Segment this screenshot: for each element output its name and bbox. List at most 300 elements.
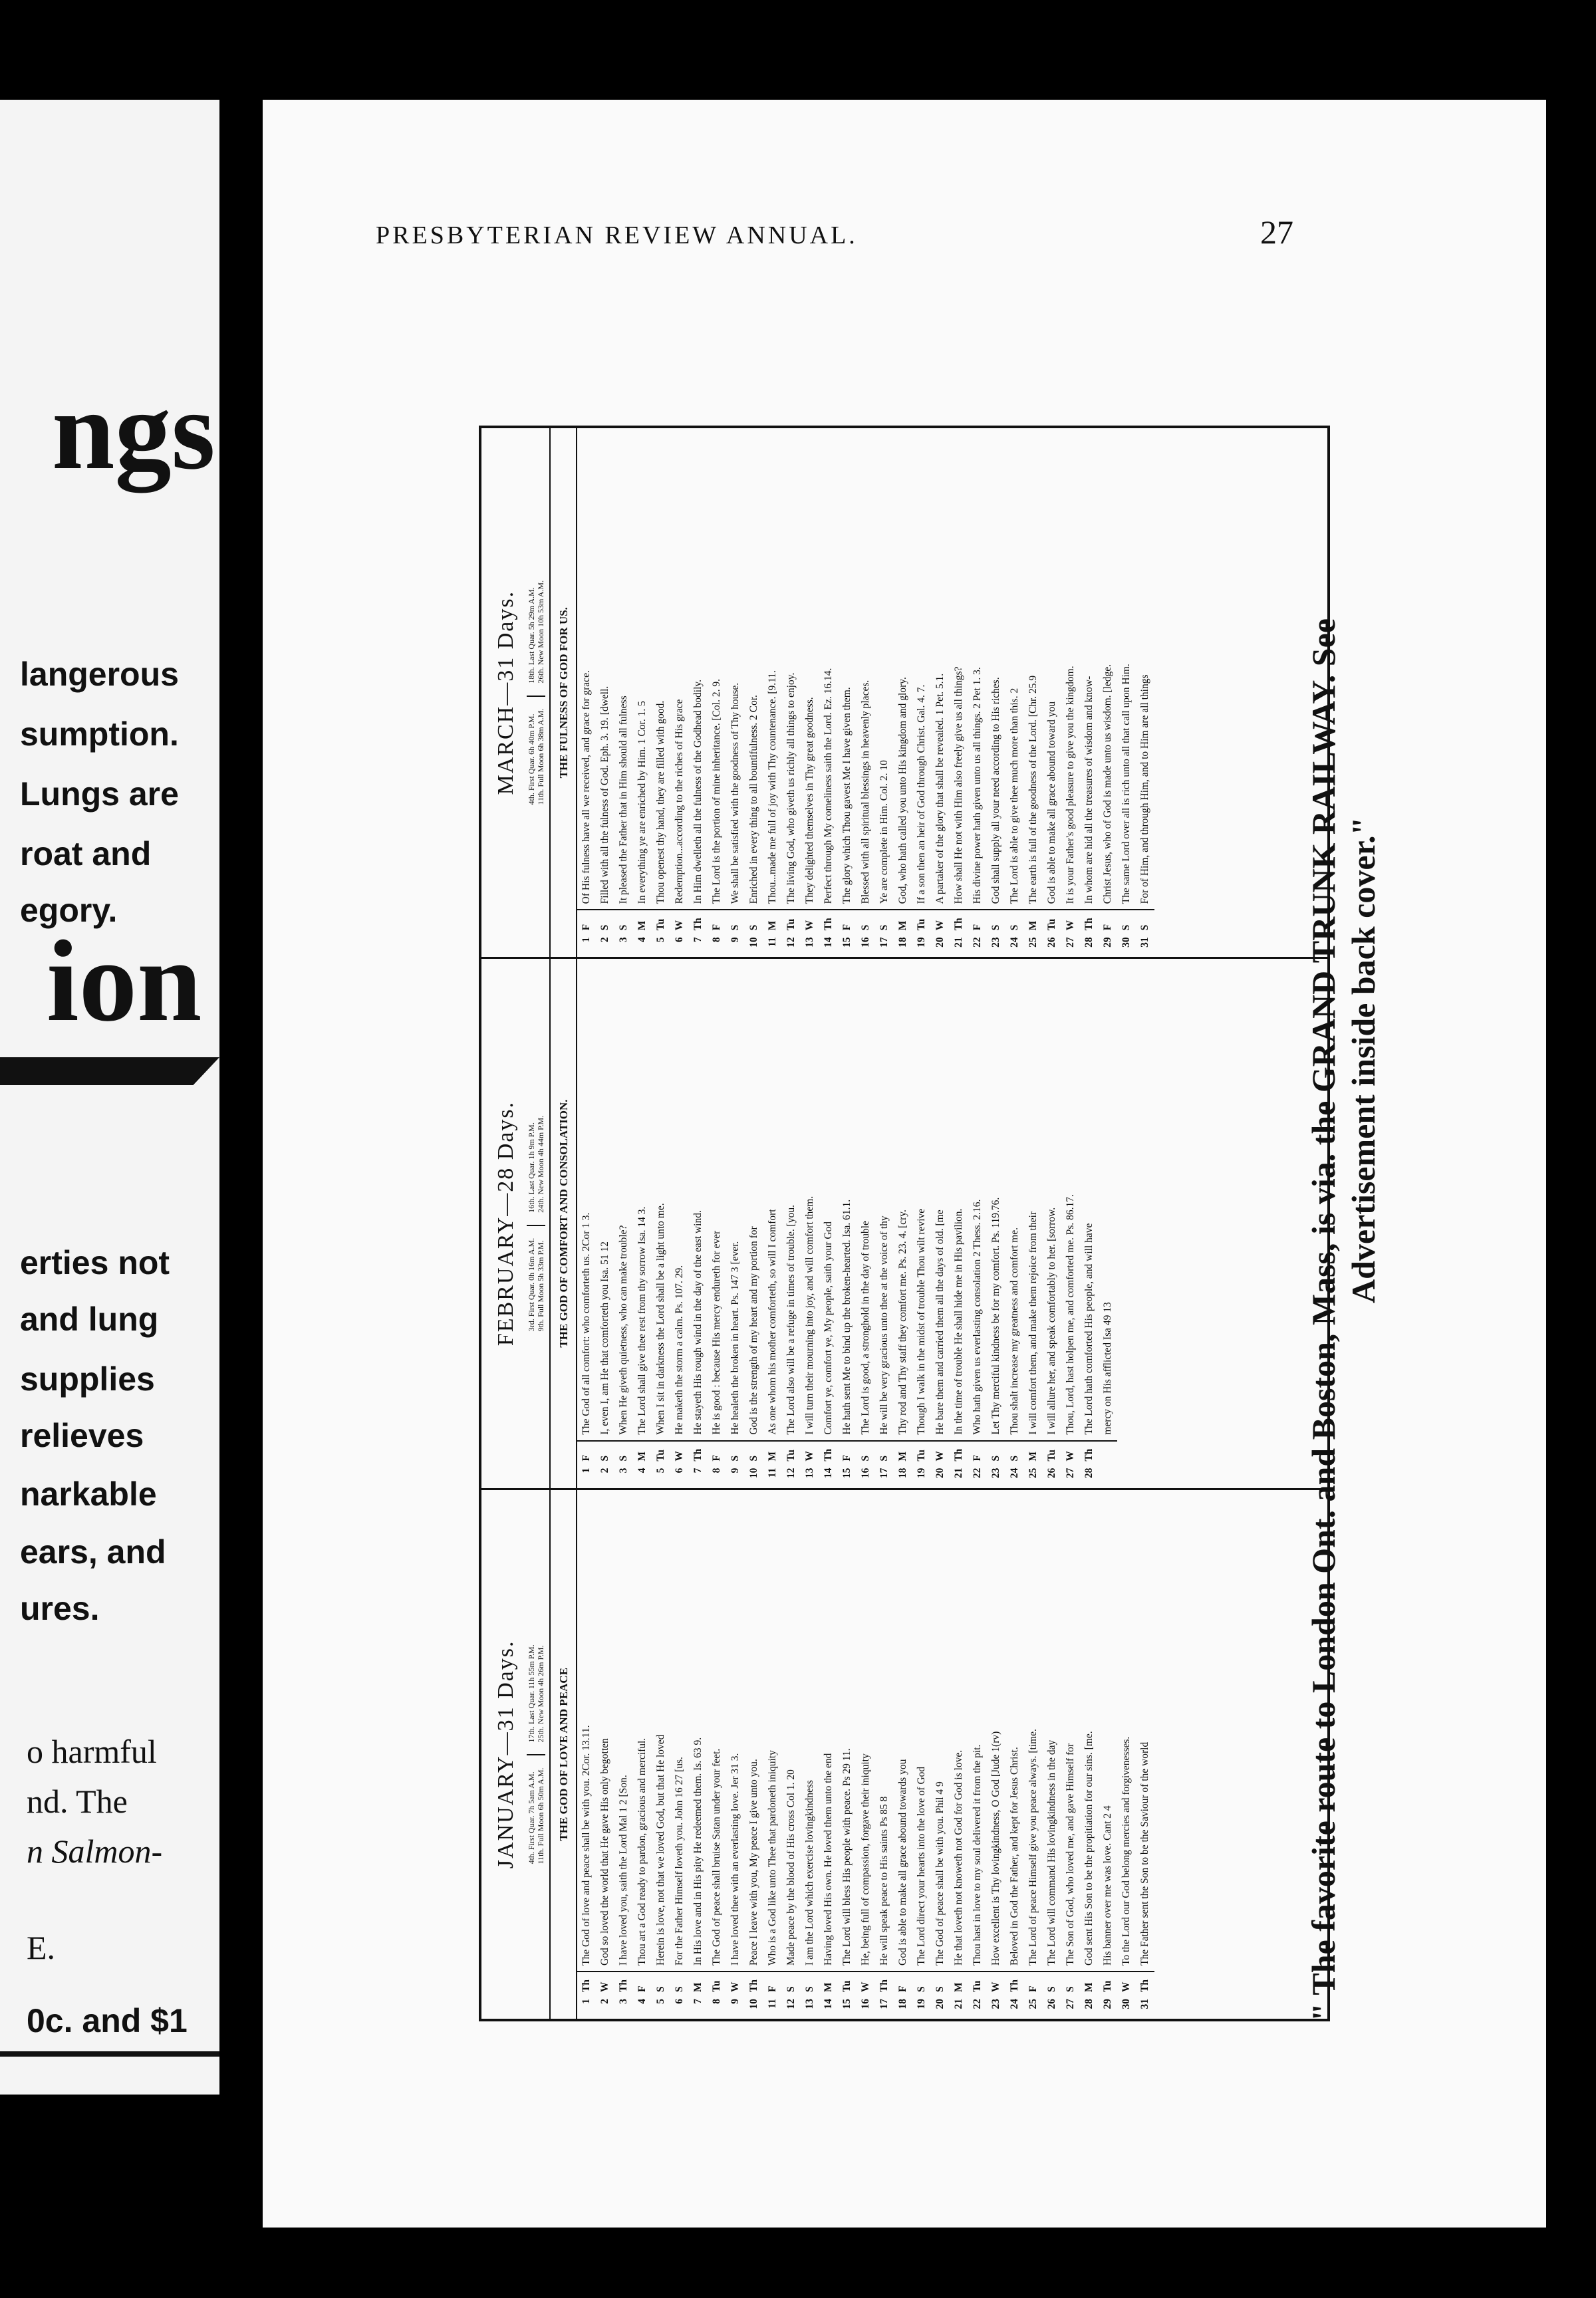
left-bold-line: roat and [20, 835, 152, 872]
verse-text: Redemption...according to the riches of His grace [674, 699, 685, 904]
weekday: W [931, 1440, 950, 1464]
calendar-row [894, 428, 912, 957]
weekday: M [763, 1440, 782, 1464]
day-number: 16 [860, 1468, 871, 1479]
verse-text: Thou shalt increase my greatness and comfort me. [1009, 1227, 1020, 1435]
verse-text: Thy rod and Thy staff they comfort me. Ps. 23. 4. [cry. [897, 1210, 908, 1435]
day-number: 18 [897, 1999, 908, 2009]
verse-text: God shall supply all your need according to His riches. [990, 677, 1001, 904]
calendar-row [1099, 959, 1117, 1487]
day-number: 18 [897, 937, 908, 948]
verse-text: How shall He not with Him also freely give us all things? [953, 666, 964, 904]
day-number: 10 [748, 1999, 759, 2009]
verse-text: In whom are hid all the treasures of wisdom and know- [1083, 676, 1095, 904]
verse-text: The Son of God, who loved me, and gave Himself for [1065, 1743, 1076, 1966]
day-number: 22 [972, 1468, 983, 1479]
weekday: S [614, 1440, 633, 1464]
weekday: Th [1005, 1971, 1024, 1995]
verse-text: Though I walk in the midst of trouble Thou wilt revive [916, 1208, 927, 1435]
verse-text: I am the Lord which exercise lovingkindness [804, 1780, 815, 1966]
weekday: Tu [912, 909, 931, 933]
day-number: 14 [823, 1468, 834, 1479]
moon-divider [527, 696, 545, 697]
calendar-row [726, 1490, 745, 2019]
weekday: M [1080, 1971, 1099, 1995]
day-number: 19 [916, 1999, 927, 2009]
calendar-row [708, 428, 726, 957]
calendar-row [1080, 428, 1099, 957]
weekday: S [931, 1971, 950, 1995]
weekday: Th [577, 1971, 596, 1995]
day-number: 26 [1046, 937, 1057, 948]
weekday: S [596, 1440, 614, 1464]
day-number: 4 [636, 1999, 648, 2004]
calendar-row [931, 1490, 950, 2019]
weekday: S [726, 909, 745, 933]
calendar-row [652, 1490, 670, 2019]
weekday: Tu [782, 909, 801, 933]
verse-text: They delighted themselves in Thy great goodness. [804, 697, 815, 904]
calendar-row [670, 1490, 689, 2019]
verse-text: Who hath given us everlasting consolation 2 Thess. 2.16. [972, 1199, 983, 1435]
day-number: 3 [618, 937, 629, 943]
day-number: 1 [581, 1999, 592, 2004]
verse-text: I, even I, am He that comforteth you Isa. 51 12 [599, 1241, 610, 1435]
verse-text: The Lord of peace Himself give you peace always. [time. [1027, 1729, 1039, 1966]
calendar-row [819, 428, 838, 957]
day-number: 28 [1083, 1999, 1095, 2009]
day-number: 21 [953, 937, 964, 948]
left-bold-line-2: and lung [20, 1301, 159, 1338]
left-serif-line: nd. The [27, 1783, 128, 1820]
weekday: W [670, 1440, 689, 1464]
verse-text: He healeth the broken in heart. Ps. 147 3 [ever. [730, 1241, 741, 1435]
calendar-row [950, 959, 968, 1487]
day-number: 17 [878, 1468, 890, 1479]
weekday: Tu [838, 1971, 857, 1995]
day-number: 5 [655, 937, 666, 943]
weekday: W [801, 909, 819, 933]
calendar-row [577, 959, 596, 1487]
calendar-row [1024, 428, 1043, 957]
verse-text: He that loveth not knoweth not God for God is love. [953, 1749, 964, 1966]
calendar-row [968, 959, 987, 1487]
calendar-row [1005, 959, 1024, 1487]
day-number: 12 [785, 1999, 797, 2009]
calendar-row [689, 428, 708, 957]
verse-text: Thou, Lord, hast holpen me, and comforted me. Ps. 86.17. [1065, 1194, 1076, 1435]
day-number: 28 [1083, 937, 1095, 948]
weekday: M [633, 909, 652, 933]
calendar-row [763, 1490, 782, 2019]
verse-text: Beloved in God the Father, and kept for Jesus Christ. [1009, 1747, 1020, 1966]
day-number: 29 [1102, 1999, 1113, 2009]
calendar-row [577, 428, 596, 957]
calendar-row [1136, 428, 1154, 957]
running-title: PRESBYTERIAN REVIEW ANNUAL. [376, 221, 858, 249]
verse-text: It pleased the Father that in Him should all fulness [618, 696, 629, 904]
calendar-row [1005, 1490, 1024, 2019]
day-number: 14 [823, 937, 834, 948]
verse-text: God sent His Son to be the propitiation for our sins. [me. [1083, 1731, 1095, 1966]
day-number: 23 [990, 1999, 1001, 2009]
month-january [481, 1488, 1327, 2019]
weekday: F [577, 909, 596, 933]
verse-text: mercy on His afflicted Isa 49 13 [1102, 1302, 1113, 1435]
calendar-row [577, 1490, 596, 2019]
day-number: 17 [878, 1999, 890, 2009]
slogan-line-2: Advertisement inside back cover." [1345, 817, 1382, 1303]
moon-line: 4th. First Quar. 6h 40m P.M. [527, 713, 536, 805]
verse-text: God is the strength of my heart and my portion for [748, 1226, 759, 1435]
calendar-row [596, 1490, 614, 2019]
weekday: S [987, 1440, 1005, 1464]
verse-text: In everything ye are enriched by Him. 1 Cor. 1. 5 [636, 701, 648, 904]
calendar-row [1024, 959, 1043, 1487]
calendar-row [1099, 1490, 1117, 2019]
weekday: S [745, 1440, 763, 1464]
verse-text: Comfort ye, comfort ye, My people, saith your God [823, 1221, 834, 1435]
verse-text: He stayeth His rough wind in the day of the east wind. [692, 1210, 704, 1435]
moon-line: 11th. Full Moon 6h 38m A.M. [536, 708, 545, 805]
day-number: 27 [1065, 1999, 1076, 2009]
calendar-row [689, 959, 708, 1487]
day-number: 20 [934, 937, 946, 948]
day-number: 13 [804, 1468, 815, 1479]
weekday: M [689, 1971, 708, 1995]
verse-text: The Father sent the Son to be the Saviour of the world [1139, 1741, 1150, 1966]
verse-text: Peace I leave with you, My peace I give unto you. [748, 1759, 759, 1966]
weekday: M [633, 1440, 652, 1464]
calendar-row [950, 1490, 968, 2019]
calendar-row [633, 1490, 652, 2019]
calendar-row [894, 959, 912, 1487]
day-number: 24 [1009, 937, 1020, 948]
day-number: 14 [823, 1999, 834, 2009]
calendar-row [950, 428, 968, 957]
moon-line: 16th. Last Quar. 1h 9m P.M. [527, 1122, 536, 1213]
calendar-row [857, 428, 875, 957]
weekday: Th [689, 1440, 708, 1464]
weekday: F [763, 1971, 782, 1995]
day-number: 31 [1139, 1999, 1150, 2009]
verse-text: In His love and in His pity He redeemed them. Is. 63 9. [692, 1737, 704, 1966]
calendar-row [633, 959, 652, 1487]
verse-text: The Lord will bless His people with peace. Ps 29 11. [841, 1748, 853, 1966]
weekday: S [987, 909, 1005, 933]
day-number: 25 [1027, 1468, 1039, 1479]
day-number: 12 [785, 1468, 797, 1479]
weekday: Th [1136, 1971, 1154, 1995]
moon-line: 11th. Full Moon 6h 50m A.M. [536, 1767, 545, 1864]
day-number: 11 [767, 1999, 778, 2009]
verse-text: He maketh the storm a calm. Ps. 107. 29. [674, 1265, 685, 1435]
month-theme: THE GOD OF LOVE AND PEACE [551, 1490, 577, 2019]
calendar-row [987, 428, 1005, 957]
weekday: S [801, 1971, 819, 1995]
calendar-row [782, 959, 801, 1487]
calendar-row [614, 1490, 633, 2019]
day-number: 3 [618, 1999, 629, 2004]
calendar-row [838, 428, 857, 957]
weekday: W [1061, 1440, 1080, 1464]
day-number: 13 [804, 937, 815, 948]
day-number: 20 [934, 1999, 946, 2009]
verse-text: It is your Father's good pleasure to give you the kingdom. [1065, 666, 1076, 904]
left-bold-line-2: ears, and [20, 1533, 166, 1571]
day-number: 7 [692, 1468, 704, 1473]
day-number: 28 [1083, 1468, 1095, 1479]
left-heading-fragment-2: ion [47, 916, 202, 1045]
verse-text: Thou openest thy hand, they are filled with good. [655, 700, 666, 904]
verse-text: Thou...made me full of joy with Thy countenance. [9.11. [767, 670, 778, 904]
day-number: 30 [1121, 1999, 1132, 2009]
calendar-row [763, 428, 782, 957]
calendar-table [479, 426, 1330, 2021]
left-bold-line: langerous [20, 656, 179, 693]
verse-text: For of Him, and through Him, and to Him are all things [1139, 674, 1150, 904]
weekday: S [875, 1440, 894, 1464]
moon-phases [524, 1490, 551, 2019]
moon-line: 24th. New Moon 4h 44m P.M. [536, 1115, 545, 1213]
verse-rows [577, 959, 1327, 1487]
day-number: 25 [1027, 937, 1039, 948]
calendar-row [614, 428, 633, 957]
weekday: M [763, 909, 782, 933]
day-number: 22 [972, 1999, 983, 2009]
calendar-row [745, 959, 763, 1487]
weekday: S [875, 909, 894, 933]
day-number: 8 [711, 1468, 722, 1473]
weekday: F [1099, 909, 1117, 933]
month-title: MARCH—31 Days. [493, 590, 518, 795]
calendar-row [987, 959, 1005, 1487]
verse-text: As one whom his mother comforteth, so will I comfort [767, 1209, 778, 1435]
day-number: 18 [897, 1468, 908, 1479]
calendar-row [745, 1490, 763, 2019]
day-number: 1 [581, 1468, 592, 1473]
calendar-row [987, 1490, 1005, 2019]
railway-slogan [1303, 399, 1396, 2021]
verse-text: The living God, who giveth us richly all things to enjoy. [785, 672, 797, 904]
calendar-row [708, 1490, 726, 2019]
moon-divider [527, 1755, 545, 1756]
day-number: 16 [860, 1999, 871, 2009]
moon-line: 4th. First Quar. 7h 5am A.M. [527, 1771, 536, 1864]
weekday: W [1061, 909, 1080, 933]
day-number: 11 [767, 1468, 778, 1478]
moon-line: 3rd. First Quar. 0h 16m A.M. [527, 1237, 536, 1332]
weekday: M [1024, 1440, 1043, 1464]
weekday: Th [819, 909, 838, 933]
weekday: S [726, 1440, 745, 1464]
month-theme: THE GOD OF COMFORT AND CONSOLATION. [551, 959, 577, 1487]
weekday: Tu [1099, 1971, 1117, 1995]
calendar-row [670, 428, 689, 957]
calendar-row [838, 1490, 857, 2019]
month-title: FEBRUARY—28 Days. [493, 1100, 518, 1346]
day-number: 17 [878, 937, 890, 948]
calendar-row [1080, 1490, 1099, 2019]
verse-text: The God of peace shall be with you. Phil 4 9 [934, 1781, 946, 1966]
verse-text: Enriched in every thing to all bountifulness. 2 Cor. [748, 695, 759, 904]
calendar-row [633, 428, 652, 957]
day-number: 6 [674, 1468, 685, 1473]
weekday: Th [614, 1971, 633, 1995]
calendar-row [726, 959, 745, 1487]
calendar-row [931, 428, 950, 957]
verse-text: I will allure her, and speak comfortably to her. [sorrow. [1046, 1207, 1057, 1435]
verse-text: The glory which Thou gavest Me I have given them. [841, 687, 853, 904]
weekday: Th [875, 1971, 894, 1995]
weekday: S [670, 1971, 689, 1995]
verse-text: How excellent is Thy lovingkindness, O God [Jude 1(rv) [990, 1731, 1001, 1966]
moon-line: 9th. Full Moon 5h 33m P.M. [536, 1240, 545, 1332]
calendar-row [801, 428, 819, 957]
calendar-row [1024, 1490, 1043, 2019]
calendar-row [1005, 428, 1024, 957]
verse-text: The God of peace shall bruise Satan under your feet. [711, 1748, 722, 1966]
calendar-row [670, 959, 689, 1487]
weekday: Th [950, 909, 968, 933]
calendar-row [968, 1490, 987, 2019]
weekday: W [670, 909, 689, 933]
weekday: W [596, 1971, 614, 1995]
verse-rows [577, 1490, 1327, 2019]
day-number: 19 [916, 937, 927, 948]
left-bold-line-2: ures. [20, 1590, 100, 1627]
left-page-fragment [0, 100, 219, 2095]
left-heading-fragment: ngs [52, 368, 215, 493]
weekday: Tu [912, 1440, 931, 1464]
weekday: W [1117, 1971, 1136, 1995]
day-number: 23 [990, 937, 1001, 948]
calendar-row [708, 959, 726, 1487]
verse-text: Perfect through My comeliness saith the Lord. Ez. 16.14. [823, 668, 834, 904]
left-price-fragment: 0c. and $1 [27, 2002, 188, 2039]
month-march [481, 428, 1327, 957]
verse-text: Blessed with all spiritual blessings in heavenly places. [860, 680, 871, 904]
verse-text: The earth is full of the goodness of the Lord. [Chr. 25.9 [1027, 675, 1039, 904]
weekday: S [857, 909, 875, 933]
verse-text: He will be very gracious unto thee at the voice of thy [878, 1215, 890, 1435]
verse-text: The Lord will command His lovingkindness in the day [1046, 1739, 1057, 1966]
weekday: F [894, 1971, 912, 1995]
day-number: 21 [953, 1999, 964, 2009]
calendar-row [875, 1490, 894, 2019]
calendar-row [801, 959, 819, 1487]
day-number: 27 [1065, 1468, 1076, 1479]
day-number: 10 [748, 937, 759, 948]
day-number: 10 [748, 1468, 759, 1479]
calendar-row [1099, 428, 1117, 957]
left-decorative-bar [0, 1057, 219, 1085]
day-number: 6 [674, 937, 685, 943]
weekday: M [894, 1440, 912, 1464]
weekday: W [726, 1971, 745, 1995]
month-title: JANUARY—31 Days. [493, 1640, 518, 1869]
verse-text: Thou hast in love to my soul delivered it from the pit. [972, 1744, 983, 1966]
day-number: 7 [692, 1999, 704, 2004]
weekday: S [1005, 1440, 1024, 1464]
weekday: F [968, 909, 987, 933]
verse-text: Christ Jesus, who of God is made unto us wisdom. [ledge. [1102, 664, 1113, 904]
verse-text: If a son then an heir of God through Christ. Gal. 4. 7. [916, 684, 927, 904]
day-number: 5 [655, 1468, 666, 1473]
calendar-row [763, 959, 782, 1487]
verse-text: He is good : because His mercy endureth for ever [711, 1230, 722, 1435]
weekday [1099, 1440, 1117, 1464]
weekday: S [745, 909, 763, 933]
weekday: Th [1080, 909, 1099, 933]
calendar-row [652, 959, 670, 1487]
calendar-row [875, 428, 894, 957]
day-number: 9 [730, 1468, 741, 1473]
verse-text: Thou art a God ready to pardon, gracious and merciful. [636, 1737, 648, 1966]
day-number: 20 [934, 1468, 946, 1479]
day-number: 21 [953, 1468, 964, 1479]
moon-divider [527, 1225, 545, 1226]
left-rule [0, 2051, 219, 2057]
weekday: W [857, 1971, 875, 1995]
verse-text: To the Lord our God belong mercies and forgivenesses. [1121, 1736, 1132, 1966]
month-theme: THE FULNESS OF GOD FOR US. [551, 428, 577, 957]
day-number: 11 [767, 937, 778, 947]
weekday: M [1024, 909, 1043, 933]
calendar-row [912, 428, 931, 957]
calendar-row [1117, 428, 1136, 957]
weekday: Th [819, 1440, 838, 1464]
calendar-row [652, 428, 670, 957]
day-number: 19 [916, 1468, 927, 1479]
page-number: 27 [1260, 213, 1293, 251]
calendar-row [931, 959, 950, 1487]
weekday: S [1061, 1971, 1080, 1995]
day-number: 2 [599, 1999, 610, 2004]
weekday: M [894, 909, 912, 933]
verse-text: God, who hath called you unto His kingdom and glory. [897, 677, 908, 904]
weekday: Tu [782, 1440, 801, 1464]
verse-text: The Lord direct your hearts into the love of God [916, 1766, 927, 1966]
calendar-row [689, 1490, 708, 2019]
day-number: 15 [841, 937, 853, 948]
calendar-rotated [479, 426, 1330, 2021]
weekday: S [912, 1971, 931, 1995]
calendar-row [1043, 1490, 1061, 2019]
calendar-row [857, 959, 875, 1487]
day-number: 31 [1139, 937, 1150, 948]
weekday: Tu [1043, 909, 1061, 933]
calendar-row [745, 428, 763, 957]
calendar-row [894, 1490, 912, 2019]
verse-text: Filled with all the fulness of God. Eph. 3. 19. [dwell. [599, 686, 610, 904]
weekday: F [968, 1440, 987, 1464]
day-number: 30 [1121, 937, 1132, 948]
weekday: S [1117, 909, 1136, 933]
day-number: 24 [1009, 1468, 1020, 1479]
moon-line: 18th. Last Quar. 5h 29m A.M. [527, 587, 536, 684]
day-number: 26 [1046, 1999, 1057, 2009]
moon-phases [524, 428, 551, 957]
verse-text: The Lord hath comforted His people, and will have [1083, 1223, 1095, 1435]
calendar-row [912, 959, 931, 1487]
weekday: F [1024, 1971, 1043, 1995]
day-number: 26 [1046, 1468, 1057, 1479]
slogan-line-1: " The favorite route to London Ont. and Boston, Mass, is via. the GRAND TRUNK RAILWAY. See [1305, 618, 1342, 2021]
weekday: F [838, 909, 857, 933]
verse-text: The Lord is able to give thee much more than this. 2 [1009, 688, 1020, 904]
verse-text: I will turn their mourning into joy, and will comfort them. [804, 1196, 815, 1435]
